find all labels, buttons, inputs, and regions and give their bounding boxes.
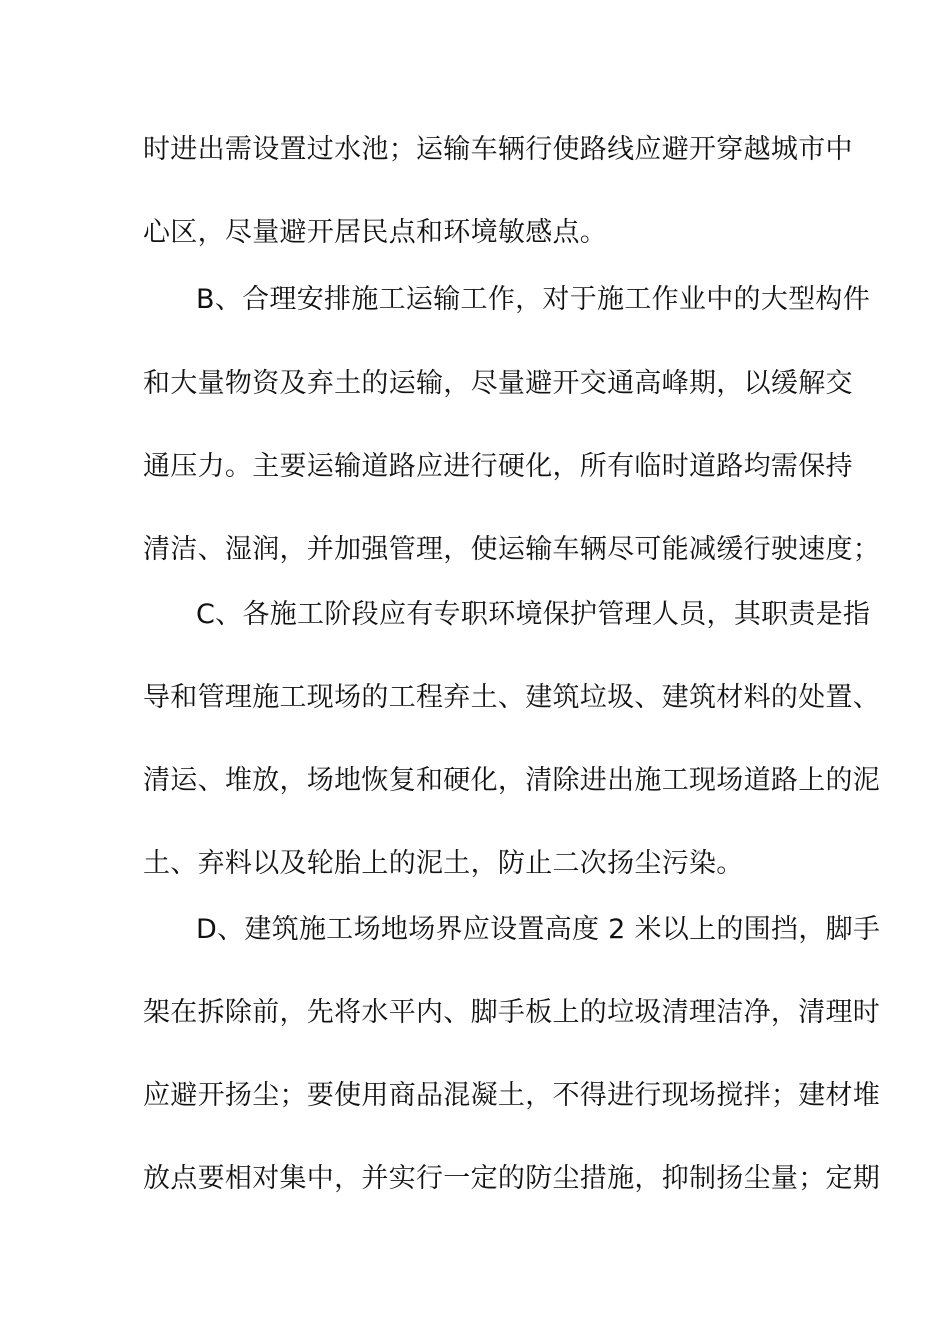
text-line: 架在拆除前，先将水平内、脚手板上的垃圾清理洁净，清理时 bbox=[143, 997, 881, 1028]
text-line: 清洁、湿润，并加强管理，使运输车辆尽可能减缓行驶速度； bbox=[143, 534, 881, 565]
text-line: 时进出需设置过水池；运输车辆行使路线应避开穿越城市中 bbox=[143, 134, 853, 165]
text-line: 放点要相对集中，并实行一定的防尘措施，抑制扬尘量；定期 bbox=[143, 1163, 881, 1194]
paragraph-d-start: D、建筑施工场地场界应设置高度 2 米以上的围挡，脚手 bbox=[196, 914, 881, 945]
text-line: 和大量物资及弃土的运输，尽量避开交通高峰期，以缓解交 bbox=[143, 368, 853, 399]
text-line: 应避开扬尘；要使用商品混凝土，不得进行现场搅拌；建材堆 bbox=[143, 1080, 881, 1111]
text-line: 清运、堆放，场地恢复和硬化，清除进出施工现场道路上的泥 bbox=[143, 765, 881, 796]
text-line: 通压力。主要运输道路应进行硬化，所有临时道路均需保持 bbox=[143, 451, 853, 482]
text-line: 导和管理施工现场的工程弃土、建筑垃圾、建筑材料的处置、 bbox=[143, 682, 881, 713]
text-line: 心区，尽量避开居民点和环境敏感点。 bbox=[143, 217, 608, 248]
paragraph-c-start: C、各施工阶段应有专职环境保护管理人员，其职责是指 bbox=[196, 599, 871, 630]
paragraph-b-start: B、合理安排施工运输工作，对于施工作业中的大型构件 bbox=[196, 284, 871, 315]
text-line: 土、弃料以及轮胎上的泥土，防止二次扬尘污染。 bbox=[143, 848, 744, 879]
